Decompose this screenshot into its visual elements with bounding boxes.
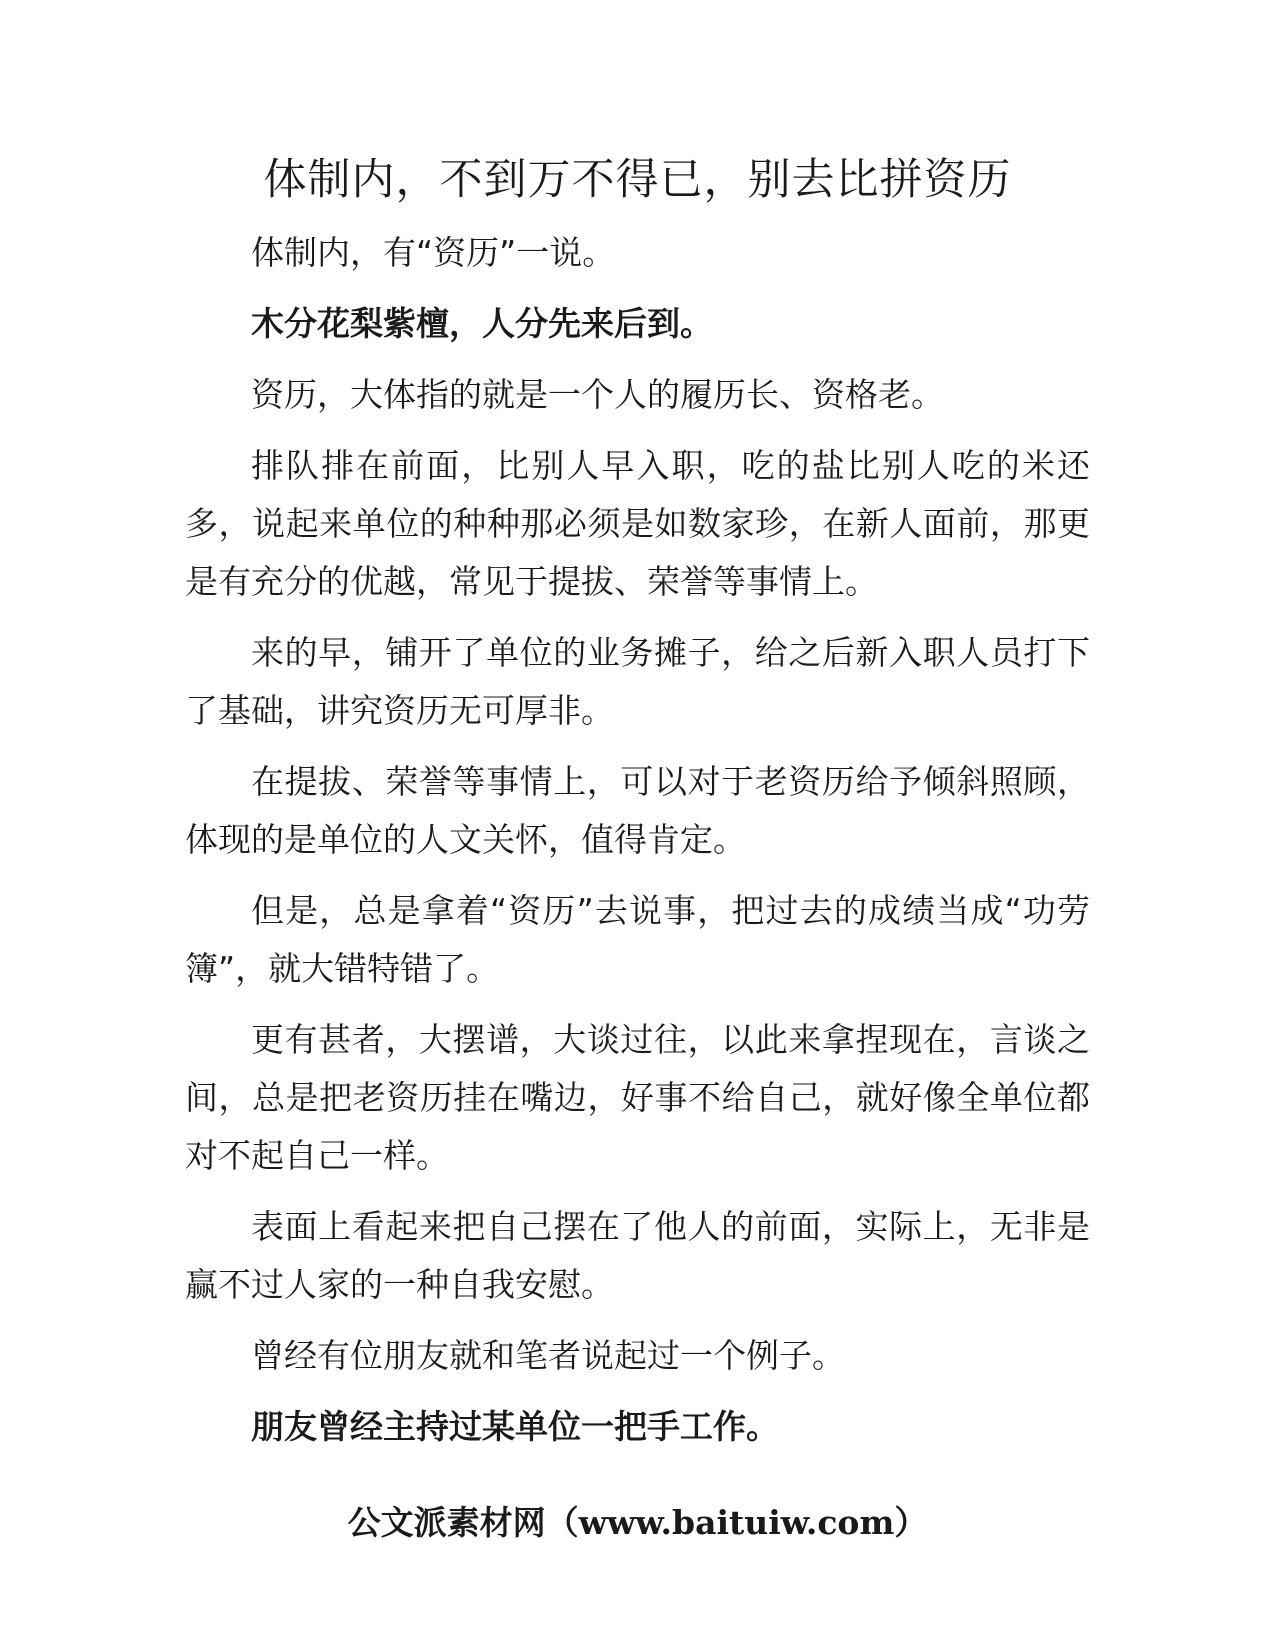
paragraph: 曾经有位朋友就和笔者说起过一个例子。 [251, 1336, 845, 1375]
paragraph: 排队排在前面，比别人早入职，吃的盐比别人吃的米还多，说起来单位的种种那必须是如数家珍，在新人面前，那更是有充分的优越，常见于提拔、荣誉等事情上。 [185, 446, 1090, 601]
paragraph: 体制内，有“资历”一说。 [251, 233, 616, 272]
paragraph: 表面上看起来把自己摆在了他人的前面，实际上，无非是赢不过人家的一种自我安慰。 [185, 1207, 1090, 1304]
paragraph: 在提拔、荣誉等事情上，可以对于老资历给予倾斜照顾，体现的是单位的人文关怀，值得肯定。 [185, 762, 1090, 859]
paragraph: 但是，总是拿着“资历”去说事，把过去的成绩当成“功劳簿”，就大错特错了。 [185, 891, 1090, 988]
page-footer: 公文派素材网（www.baituiw.com） [347, 1503, 928, 1542]
document-title: 体制内，不到万不得已，别去比拼资历 [263, 155, 1012, 205]
paragraph: 朋友曾经主持过某单位一把手工作。 [251, 1407, 779, 1446]
paragraph: 更有甚者，大摆谱，大谈过往，以此来拿捏现在，言谈之间，总是把老资历挂在嘴边，好事不给自己，就好像全单位都对不起自己一样。 [185, 1020, 1090, 1175]
paragraph: 来的早，铺开了单位的业务摊子，给之后新入职人员打下了基础，讲究资历无可厚非。 [185, 633, 1090, 730]
paragraph: 资历，大体指的就是一个人的履历长、资格老。 [251, 375, 944, 414]
document-body [185, 224, 1090, 1469]
paragraph: 木分花梨紫檀，人分先来后到。 [251, 304, 713, 343]
